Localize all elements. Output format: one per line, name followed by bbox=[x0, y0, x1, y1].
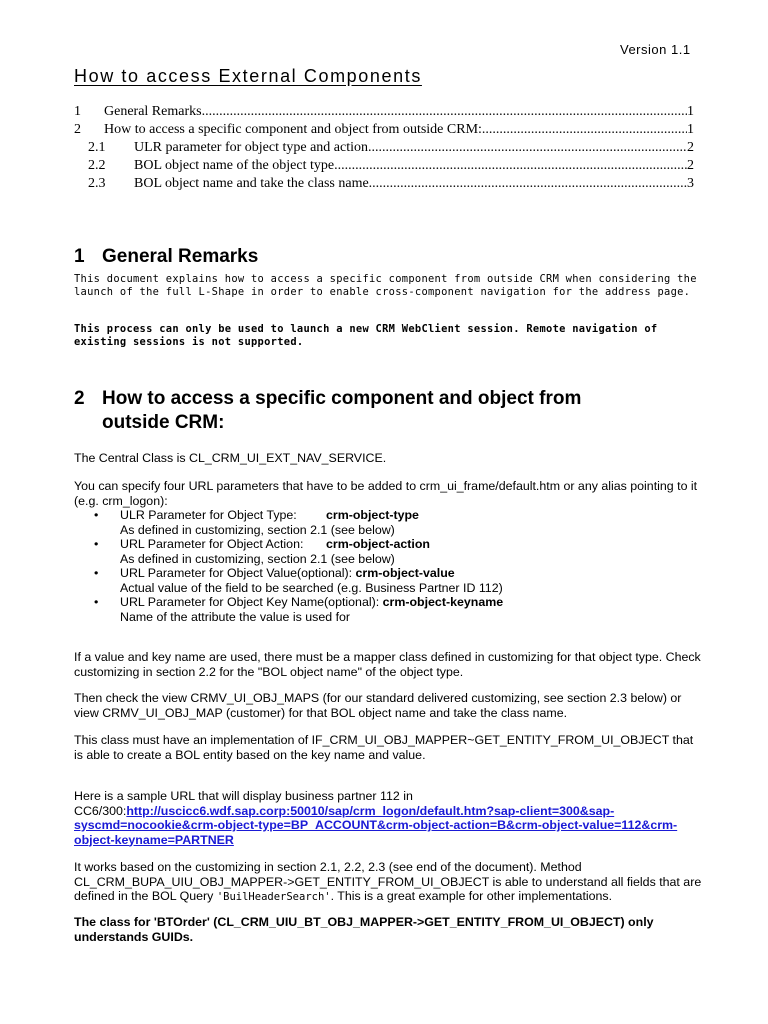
parameter-name: crm-object-value bbox=[355, 566, 455, 580]
parameter-description: Actual value of the field to be searched (e.g. Business Partner ID 112) bbox=[120, 580, 503, 595]
toc-leader bbox=[368, 139, 687, 157]
toc-entry[interactable] bbox=[74, 121, 694, 139]
central-class-paragraph: The Central Class is CL_CRM_UI_EXT_NAV_SERVICE. bbox=[74, 451, 387, 465]
toc-title: BOL object name and take the class name bbox=[134, 176, 369, 191]
toc-entry[interactable] bbox=[74, 139, 694, 157]
parameter-name: crm-object-action bbox=[326, 537, 430, 551]
list-item bbox=[74, 508, 704, 537]
session-restriction-note: This process can only be used to launch a new CRM WebClient session. Remote navigation of existing sessions is not supported. bbox=[74, 323, 658, 348]
toc-entry[interactable] bbox=[74, 175, 694, 193]
section-number: 1 bbox=[74, 246, 85, 267]
toc-title: ULR parameter for object type and action bbox=[134, 140, 369, 155]
parameter-description: As defined in customizing, section 2.1 (see below) bbox=[120, 522, 395, 537]
section-title-continuation: outside CRM: bbox=[102, 412, 225, 433]
toc-leader bbox=[334, 157, 687, 175]
toc-number: 2.2 bbox=[88, 158, 106, 173]
toc-page: 1 bbox=[687, 122, 694, 137]
bol-query-name: 'BuilHeaderSearch' bbox=[216, 891, 331, 903]
sample-url-paragraph bbox=[74, 789, 704, 847]
toc-title: How to access a specific component and object from outside CRM: bbox=[104, 122, 482, 137]
url-parameters-intro: You can specify four URL parameters that have to be added to crm_ui_frame/default.htm or any alias pointing to it (e.g. crm_logon): bbox=[74, 479, 698, 508]
parameter-label: ULR Parameter for Object Type: bbox=[120, 508, 297, 522]
toc-number: 2.1 bbox=[88, 140, 106, 155]
section-title: How to access a specific component and object from bbox=[102, 388, 582, 409]
sample-url-link[interactable]: http://uscicc6.wdf.sap.corp:50010/sap/crm_logon/default.htm?sap-client=300&sap-syscmd=nocookie&crm-object-type=BP_ACCOUNT&crm-object-action=B&crm-object-value=112&crm-object-keyname=PARTNER bbox=[74, 803, 678, 847]
toc-leader bbox=[369, 175, 687, 193]
toc-leader bbox=[482, 121, 687, 139]
table-of-contents bbox=[74, 103, 694, 193]
general-remarks-paragraph: This document explains how to access a specific component from outside CRM when considering the launch of the full L-Shape in order to enable cross-component navigation for the address page. bbox=[74, 273, 697, 298]
list-item bbox=[74, 595, 704, 624]
btorder-note: The class for 'BTOrder' (CL_CRM_UIU_BT_OBJ_MAPPER->GET_ENTITY_FROM_UI_OBJECT) only understands GUIDs. bbox=[74, 915, 654, 944]
mapper-example-text-end: . This is a great example for other implementations. bbox=[330, 889, 613, 903]
parameter-description: As defined in customizing, section 2.1 (see below) bbox=[120, 551, 395, 566]
section-2-heading bbox=[74, 387, 581, 435]
view-check-paragraph: Then check the view CRMV_UI_OBJ_MAPS (for our standard delivered customizing, see section 2.3 below) or view CRMV_UI_OBJ_MAP (customer) for that BOL object name and take the class name. bbox=[74, 691, 682, 720]
mapper-example-paragraph bbox=[74, 860, 704, 905]
toc-page: 1 bbox=[687, 104, 694, 119]
list-item bbox=[74, 537, 704, 566]
mapper-class-paragraph: If a value and key name are used, there must be a mapper class defined in customizing for that object type. Check customizing in section 2.2 for the "BOL object name" of the object type. bbox=[74, 650, 701, 679]
toc-title: BOL object name of the object type bbox=[134, 158, 335, 173]
section-number: 2 bbox=[74, 388, 85, 409]
sample-url-intro: Here is a sample URL that will display business partner 112 in CC6/300: bbox=[74, 789, 413, 818]
toc-number: 1 bbox=[74, 104, 81, 119]
toc-page: 2 bbox=[687, 140, 694, 155]
version-label: Version 1.1 bbox=[620, 42, 691, 57]
parameter-description: Name of the attribute the value is used for bbox=[120, 609, 351, 624]
toc-title: General Remarks bbox=[104, 104, 202, 119]
toc-page: 3 bbox=[687, 176, 694, 191]
parameter-label: URL Parameter for Object Action: bbox=[120, 537, 304, 551]
mapper-example-text: It works based on the customizing in section 2.1, 2.2, 2.3 (see end of the document). Method CL_CRM_BUPA_UIU_OBJ_MAPPER->GET_ENTITY_FROM_UI_OBJECT is able to understand all fields that are defined in the BOL Query bbox=[74, 860, 702, 903]
parameter-label: URL Parameter for Object Value(optional): bbox=[120, 566, 356, 580]
list-item bbox=[74, 566, 704, 595]
toc-entry[interactable] bbox=[74, 157, 694, 175]
parameter-label: URL Parameter for Object Key Name(optional): bbox=[120, 595, 383, 609]
implementation-paragraph: This class must have an implementation of IF_CRM_UI_OBJ_MAPPER~GET_ENTITY_FROM_UI_OBJECT that is able to create a BOL entity based on the key name and value. bbox=[74, 733, 694, 762]
section-1-heading bbox=[74, 246, 258, 268]
section-title: General Remarks bbox=[102, 246, 259, 267]
toc-number: 2.3 bbox=[88, 176, 106, 191]
toc-number: 2 bbox=[74, 122, 81, 137]
url-parameter-list bbox=[74, 508, 704, 624]
parameter-name: crm-object-keyname bbox=[382, 595, 504, 609]
toc-page: 2 bbox=[687, 158, 694, 173]
toc-entry[interactable] bbox=[74, 103, 694, 121]
document-title: How to access External Components bbox=[74, 66, 422, 86]
parameter-name: crm-object-type bbox=[326, 508, 419, 522]
toc-leader bbox=[202, 103, 687, 121]
